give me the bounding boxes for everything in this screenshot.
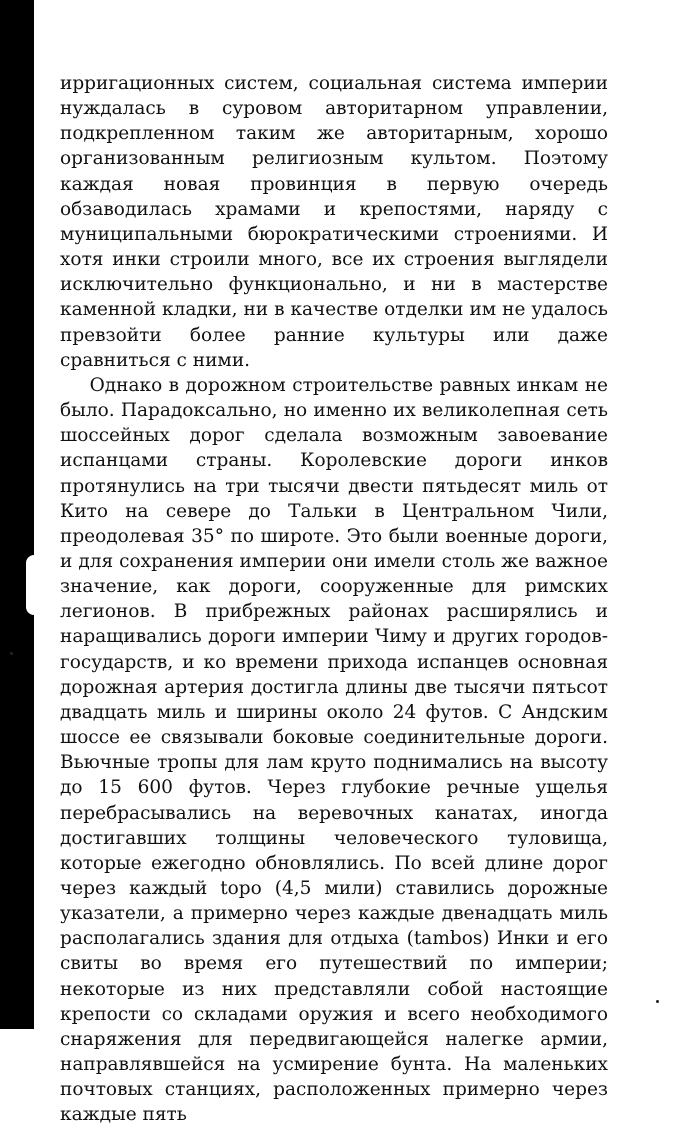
scan-page-edge [0,0,34,1029]
scan-speck [656,1000,659,1003]
paragraph-2: Однако в дорожном строительстве равных инкам не было. Парадоксально, но именно их великолепная сеть шоссейных дорог сделала возможным завоевание испанцами страны. Королевские дороги инков протянулись на три тысячи двести пятьдесят миль от Кито на севере до Тальки в Центральном Чили, преодолевая 35° по широте. Это были военные дороги, и для сохранения империи они имели столь же важное значение, как дороги, сооруженные для римских легионов. В прибрежных районах расширялись и наращивались дороги империи Чиму и других городов-государств, и ко времени прихода испанцев основная дорожная артерия достигла длины две тысячи пятьсот двадцать миль и ширины около 24 футов. С Андским шоссе ее связывали боковые соединительные дороги. Вьючные тропы для лам круто поднимались на высоту до 15 600 футов. Через глубокие речные ущелья перебрасывались на веревочных канатах, иногда достигавших толщины человеческого туловища, которые ежегодно обновлялись. По всей длине дорог через каждый topo (4,5 мили) ставились дорожные указатели, а примерно через каждые двенадцать миль располагались здания для отдыха (tambos) Инки и его свиты во время его путешествий по империи; некоторые из них представляли собой настоящие крепости со складами оружия и всего необходимого снаряжения для передвигающейся налегке армии, направлявшейся на усмирение бунта. На маленьких почтовых станциях, расположенных примерно через каждые пять [60,374,608,1126]
scan-edge-notch [26,555,40,615]
paragraph-1: ирригационных систем, социальная система империи нуждалась в суровом авторитарном управлении, подкрепленном таким же авторитарным, хорошо организованным религиозным культом. Поэтому каждая новая провинция в первую очередь обзаводилась храмами и крепостями, наряду с муниципальными бюрократическими строениями. И хотя инки строили много, все их строения выглядели исключительно функционально, и ни в мастерстве каменной кладки, ни в качестве отделки им не удалось превзойти более ранние культуры или даже сравниться с ними. [60,73,608,371]
scan-speck [10,652,13,655]
page-body [60,71,608,1128]
